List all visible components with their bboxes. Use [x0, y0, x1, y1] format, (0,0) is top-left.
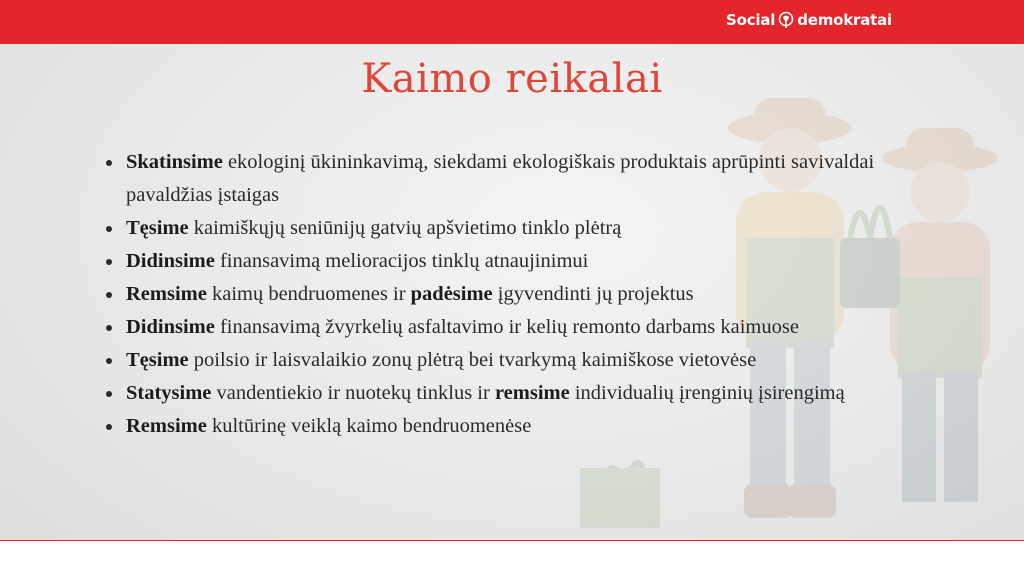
bullet-text: poilsio ir laisvalaikio zonų plėtrą bei tvarkymą kaimiškose vietovėse [188, 349, 757, 371]
bullet-text: kultūrinę veiklą kaimo bendruomenėse [206, 415, 532, 437]
bullet-keyword: Didinsime [126, 316, 215, 338]
logo-text-right: demokratai [797, 11, 892, 29]
slide-title: Kaimo reikalai [361, 56, 663, 102]
bullet-text: kaimiškųjų seniūnijų gatvių apšvietimo tinklo plėtrą [188, 217, 622, 239]
bullet-text: įgyvendinti jų projektus [492, 283, 694, 305]
bullet-item [104, 410, 934, 443]
bullet-item [104, 245, 934, 278]
bullet-text: finansavimą žvyrkelių asfaltavimo ir kelių remonto darbams kaimuose [214, 316, 799, 338]
bullet-keyword: Remsime [126, 283, 207, 305]
bullet-item [104, 146, 934, 212]
bullet-item [104, 278, 934, 311]
bullet-text: ekologinį ūkininkavimą, siekdami ekologiškais produktais aprūpinti savivaldai pavaldžias įstaigas [126, 151, 875, 206]
bullet-item [104, 212, 934, 245]
top-bar [0, 0, 1024, 44]
bullet-list [104, 146, 934, 443]
bullet-text: kaimų bendruomenes ir [206, 283, 411, 305]
bullet-text: finansavimą melioracijos tinklų atnaujinimui [214, 250, 589, 272]
bullet-keyword: Statysime [126, 382, 212, 404]
brand-logo [726, 11, 892, 29]
bullet-item [104, 377, 934, 410]
bullet-keyword: Tęsime [126, 217, 189, 239]
bullet-text: individualių įrenginių įsirengimą [569, 382, 845, 404]
bullet-text: vandentiekio ir nuotekų tinklus ir [211, 382, 495, 404]
bullet-item [104, 344, 934, 377]
bullet-item [104, 311, 934, 344]
bullet-keyword: Remsime [126, 415, 207, 437]
bullet-keyword: padėsime [410, 283, 493, 305]
bullet-keyword: Skatinsime [126, 151, 223, 173]
bullet-keyword: Didinsime [126, 250, 215, 272]
rose-icon [777, 11, 795, 29]
bullet-keyword: Tęsime [126, 349, 189, 371]
bullet-keyword: remsime [494, 382, 570, 404]
logo-text-left: Social [726, 11, 776, 29]
bottom-band [0, 540, 1024, 576]
